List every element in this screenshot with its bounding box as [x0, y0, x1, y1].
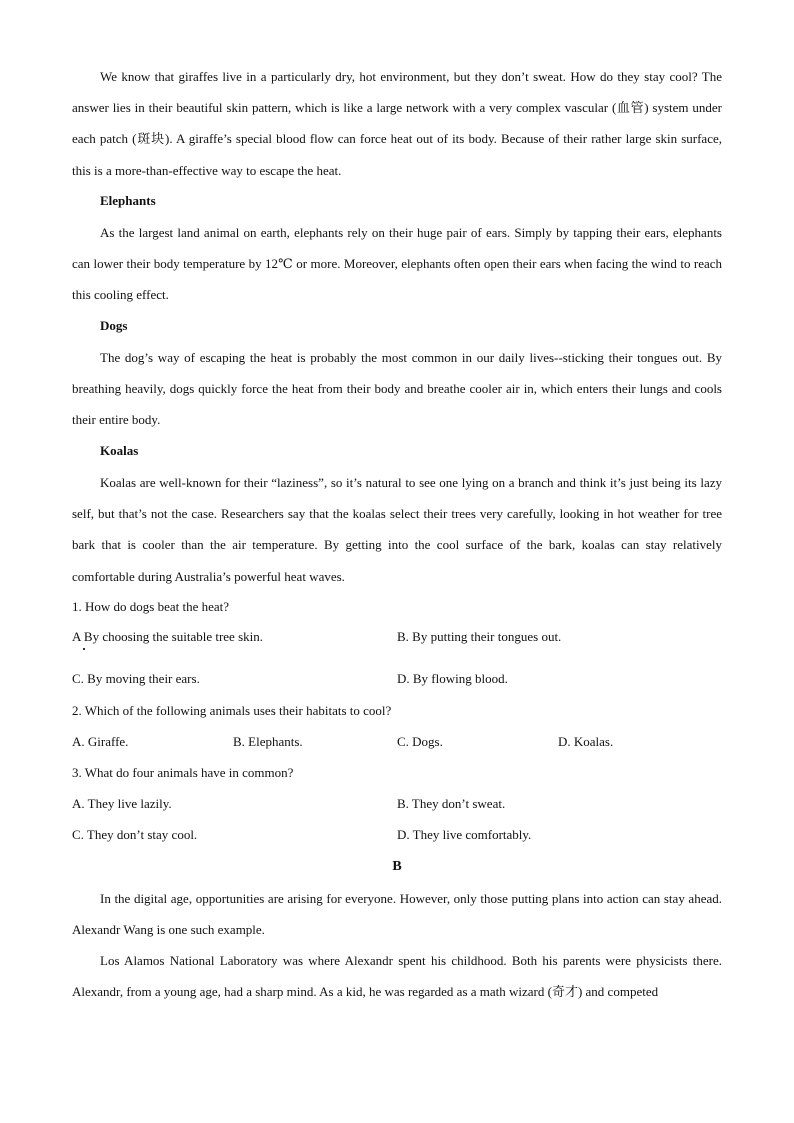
question-1-option-b[interactable]: B. By putting their tongues out. [397, 629, 562, 644]
passage-b-paragraph-1 [72, 883, 722, 945]
question-1-option-d[interactable]: D. By flowing blood. [397, 671, 508, 686]
giraffe-paragraph-text: We know that giraffes live in a particularly dry, hot environment, but they don’t sweat. How do they stay cool? The answer lies in their beautiful skin pattern, which is like a large network with a very complex vascular (血管) system under each patch (斑块). A giraffe’s special blood flow can force heat out of its body. Because of their rather large skin surface, this is a more-than-effective way to escape the heat. [72, 69, 722, 178]
question-2-option-d[interactable]: D. Koalas. [558, 734, 614, 749]
giraffe-paragraph [72, 61, 722, 186]
koalas-paragraph [72, 467, 722, 592]
dogs-paragraph-text: The dog’s way of escaping the heat is probably the most common in our daily lives--sticking their tongues out. By breathing heavily, dogs quickly force the heat from their body and breathe cooler air in, which enters their lungs and cools their entire body. [72, 350, 722, 428]
elephants-paragraph-text: As the largest land animal on earth, elephants rely on their huge pair of ears. Simply by tapping their ears, elephants can lower their body temperature by 12℃ or more. Moreover, elephants often open their ears when facing the wind to reach this cooling effect. [72, 225, 722, 303]
question-3-stem: 3. What do four animals have in common? [72, 765, 294, 780]
question-1-stem: 1. How do dogs beat the heat? [72, 599, 230, 614]
question-2-option-b[interactable]: B. Elephants. [233, 734, 303, 749]
question-1-option-c[interactable]: C. By moving their ears. [72, 671, 200, 686]
koalas-heading: Koalas [100, 443, 139, 458]
question-3-option-c[interactable]: C. They don’t stay cool. [72, 827, 198, 842]
question-2-option-c[interactable]: C. Dogs. [397, 734, 443, 749]
passage-b-paragraph-2 [72, 945, 722, 1007]
elephants-heading: Elephants [100, 193, 156, 208]
question-3-option-d[interactable]: D. They live comfortably. [397, 827, 532, 842]
question-2-stem: 2. Which of the following animals uses their habitats to cool? [72, 703, 392, 718]
passage-b-paragraph-2-text: Los Alamos National Laboratory was where Alexandr spent his childhood. Both his parents were physicists there. Alexandr, from a young age, had a sharp mind. As a kid, he was regarded as a math wizard (奇才) and competed [72, 953, 722, 1000]
question-2-option-a[interactable]: A. Giraffe. [72, 734, 129, 749]
koalas-paragraph-text: Koalas are well-known for their “laziness”, so it’s natural to see one lying on a branch and think it’s just being its lazy self, but that’s not the case. Researchers say that the koalas select their trees very carefully, looking in hot weather for tree bark that is cooler than the air temperature. By getting into the cool surface of the bark, koalas can stay relatively comfortable during Australia’s powerful heat waves. [72, 475, 722, 584]
elephants-paragraph [72, 217, 722, 311]
question-1-option-a[interactable]: A By choosing the suitable tree skin. [72, 629, 264, 644]
passage-b-label: B [392, 859, 402, 874]
question-3-option-a[interactable]: A. They live lazily. [72, 796, 172, 811]
question-3-option-b[interactable]: B. They don’t sweat. [397, 796, 506, 811]
stray-mark [83, 648, 85, 650]
dogs-paragraph [72, 342, 722, 436]
dogs-heading: Dogs [100, 318, 128, 333]
passage-b-paragraph-1-text: In the digital age, opportunities are arising for everyone. However, only those putting plans into action can stay ahead. Alexandr Wang is one such example. [72, 891, 722, 938]
